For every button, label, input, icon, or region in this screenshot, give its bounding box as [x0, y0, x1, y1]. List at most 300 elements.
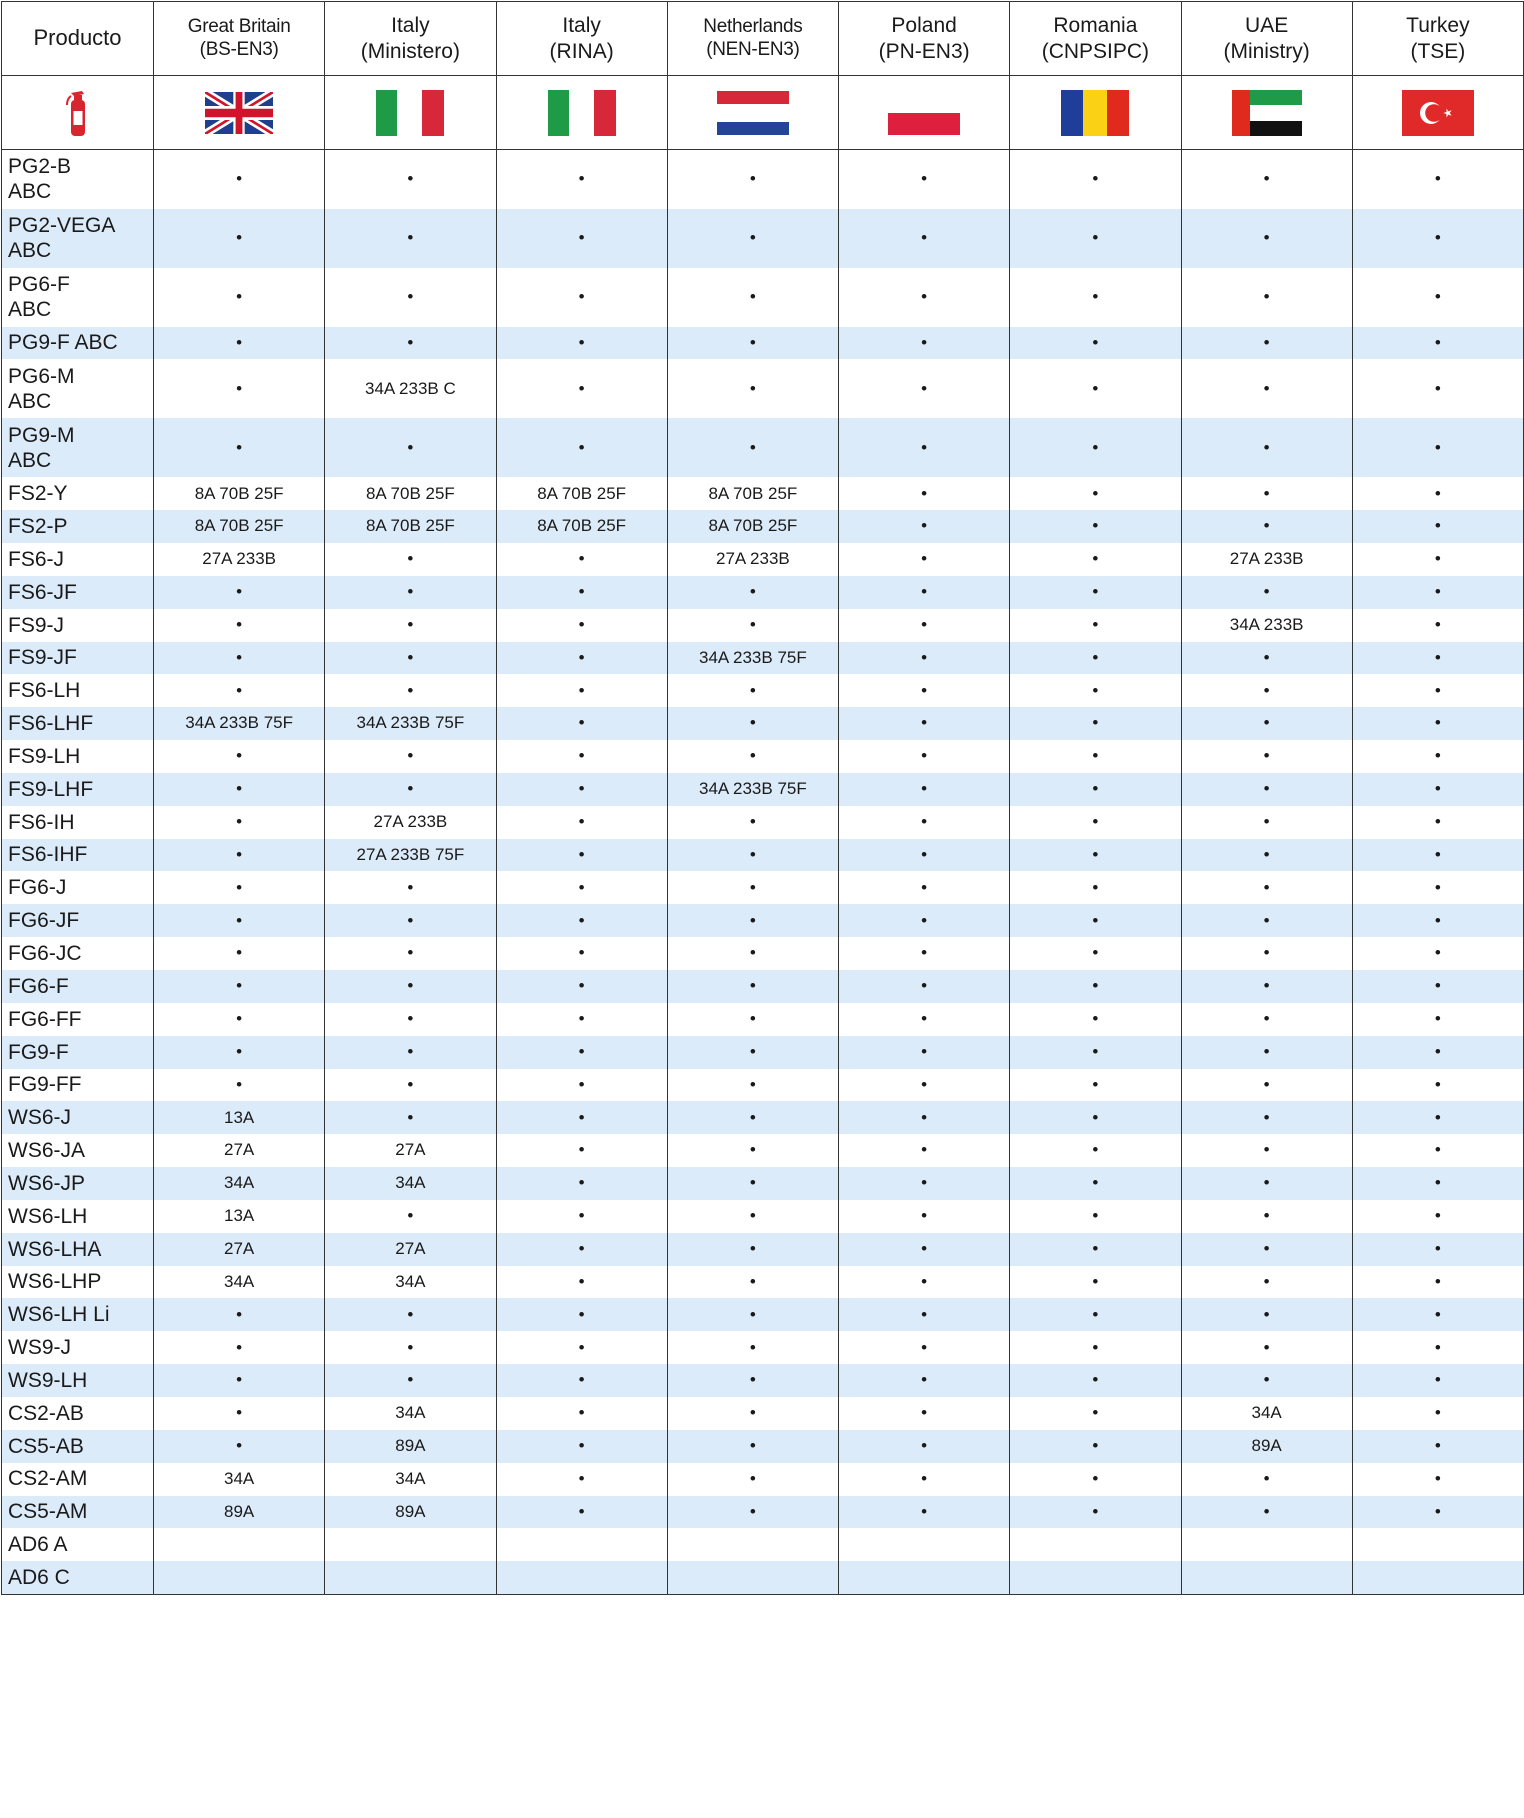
cell-italy-ministero — [325, 1561, 496, 1594]
cell-romania: • — [1010, 1364, 1181, 1397]
product-cell: WS6-JA — [2, 1134, 154, 1167]
cell-romania: • — [1010, 674, 1181, 707]
cell-poland: • — [839, 1069, 1010, 1102]
table-row — [2, 268, 1524, 327]
cell-poland: • — [839, 871, 1010, 904]
table-row — [2, 707, 1524, 740]
cell-italy-ministero: • — [325, 674, 496, 707]
cell-poland: • — [839, 418, 1010, 477]
cell-uae: • — [1181, 937, 1352, 970]
cell-italy-ministero: • — [325, 1069, 496, 1102]
cell-poland: • — [839, 839, 1010, 872]
header-poland: Poland (PN-EN3) — [839, 2, 1010, 76]
header-uae: UAE (Ministry) — [1181, 2, 1352, 76]
cell-italy-rina: • — [496, 543, 667, 576]
cell-turkey: • — [1352, 477, 1523, 510]
cell-poland: • — [839, 773, 1010, 806]
product-cell: FG6-JF — [2, 904, 154, 937]
cell-uae: • — [1181, 1233, 1352, 1266]
table-row — [2, 1528, 1524, 1561]
table-row — [2, 418, 1524, 477]
product-cell: FS2-Y — [2, 477, 154, 510]
cell-italy-ministero: 34A — [325, 1397, 496, 1430]
cell-italy-ministero: 89A — [325, 1496, 496, 1529]
cell-netherlands: • — [667, 1101, 838, 1134]
cell-uae: • — [1181, 477, 1352, 510]
cell-italy-rina: • — [496, 871, 667, 904]
cell-turkey: • — [1352, 1134, 1523, 1167]
cell-netherlands: • — [667, 1036, 838, 1069]
cell-poland: • — [839, 1003, 1010, 1036]
product-cell: FG6-J — [2, 871, 154, 904]
cell-uae: • — [1181, 1496, 1352, 1529]
cell-turkey: • — [1352, 1463, 1523, 1496]
cell-romania: • — [1010, 609, 1181, 642]
cell-turkey: • — [1352, 1364, 1523, 1397]
cell-uae: 34A 233B — [1181, 609, 1352, 642]
product-cell: CS2-AB — [2, 1397, 154, 1430]
cell-romania: • — [1010, 740, 1181, 773]
cell-italy-rina: • — [496, 327, 667, 360]
cell-uae: • — [1181, 839, 1352, 872]
cell-netherlands: • — [667, 1003, 838, 1036]
cell-great-britain: • — [154, 871, 325, 904]
cell-poland: • — [839, 327, 1010, 360]
table-row — [2, 1200, 1524, 1233]
cell-italy-rina: • — [496, 1331, 667, 1364]
cell-uae: • — [1181, 740, 1352, 773]
cell-netherlands: • — [667, 1266, 838, 1299]
cell-italy-ministero: 34A — [325, 1463, 496, 1496]
cell-great-britain: • — [154, 1397, 325, 1430]
cell-romania: • — [1010, 1298, 1181, 1331]
cell-turkey: • — [1352, 209, 1523, 268]
cell-great-britain: • — [154, 674, 325, 707]
cell-uae: • — [1181, 1167, 1352, 1200]
cell-poland: • — [839, 806, 1010, 839]
cell-italy-ministero: • — [325, 970, 496, 1003]
cell-uae: • — [1181, 674, 1352, 707]
cell-poland: • — [839, 1200, 1010, 1233]
cell-turkey: • — [1352, 543, 1523, 576]
cell-italy-rina: 8A 70B 25F — [496, 510, 667, 543]
header-romania: Romania (CNPSIPC) — [1010, 2, 1181, 76]
cell-romania: • — [1010, 1397, 1181, 1430]
cell-uae: 34A — [1181, 1397, 1352, 1430]
cell-italy-rina: • — [496, 740, 667, 773]
cell-uae: • — [1181, 418, 1352, 477]
cell-romania: • — [1010, 707, 1181, 740]
uk-flag-icon — [154, 76, 325, 150]
product-cell: CS5-AB — [2, 1430, 154, 1463]
table-row — [2, 359, 1524, 418]
turkey-flag-icon — [1352, 76, 1523, 150]
cell-great-britain: • — [154, 1069, 325, 1102]
cell-turkey: • — [1352, 150, 1523, 209]
cell-italy-ministero: • — [325, 1003, 496, 1036]
cell-romania: • — [1010, 773, 1181, 806]
cell-turkey: • — [1352, 418, 1523, 477]
cell-uae — [1181, 1561, 1352, 1594]
product-cell: AD6 A — [2, 1528, 154, 1561]
table-row — [2, 1233, 1524, 1266]
cell-great-britain: • — [154, 150, 325, 209]
cell-italy-ministero: • — [325, 740, 496, 773]
cell-uae: • — [1181, 871, 1352, 904]
cell-poland: • — [839, 609, 1010, 642]
cell-romania: • — [1010, 839, 1181, 872]
product-cell: WS6-LHP — [2, 1266, 154, 1299]
cell-uae: • — [1181, 327, 1352, 360]
cell-poland: • — [839, 477, 1010, 510]
cell-italy-rina: • — [496, 1430, 667, 1463]
cell-netherlands: 27A 233B — [667, 543, 838, 576]
product-cell: CS2-AM — [2, 1463, 154, 1496]
cell-great-britain: • — [154, 1036, 325, 1069]
cell-uae: 89A — [1181, 1430, 1352, 1463]
table-row — [2, 674, 1524, 707]
cell-uae: • — [1181, 970, 1352, 1003]
cell-turkey: • — [1352, 904, 1523, 937]
cell-netherlands: • — [667, 740, 838, 773]
cell-netherlands: • — [667, 609, 838, 642]
cell-italy-rina: • — [496, 1266, 667, 1299]
table-row — [2, 510, 1524, 543]
cell-italy-rina: 8A 70B 25F — [496, 477, 667, 510]
cell-uae: • — [1181, 1364, 1352, 1397]
cell-poland: • — [839, 543, 1010, 576]
cell-uae: • — [1181, 150, 1352, 209]
cell-italy-ministero: • — [325, 268, 496, 327]
table-row — [2, 806, 1524, 839]
cell-turkey: • — [1352, 1298, 1523, 1331]
cell-italy-ministero: • — [325, 209, 496, 268]
cell-great-britain: • — [154, 1298, 325, 1331]
cell-italy-ministero: • — [325, 327, 496, 360]
cell-netherlands: • — [667, 1364, 838, 1397]
cell-netherlands: • — [667, 1233, 838, 1266]
cell-turkey: • — [1352, 937, 1523, 970]
cell-italy-ministero: • — [325, 904, 496, 937]
cell-romania: • — [1010, 937, 1181, 970]
cell-italy-ministero: • — [325, 418, 496, 477]
cell-romania: • — [1010, 642, 1181, 675]
cell-uae: • — [1181, 707, 1352, 740]
cell-italy-rina: • — [496, 1463, 667, 1496]
cell-romania: • — [1010, 477, 1181, 510]
cell-turkey: • — [1352, 327, 1523, 360]
product-cell: WS9-J — [2, 1331, 154, 1364]
cell-poland: • — [839, 359, 1010, 418]
cell-great-britain: • — [154, 327, 325, 360]
cell-romania: • — [1010, 1134, 1181, 1167]
cell-turkey: • — [1352, 1003, 1523, 1036]
cell-italy-ministero: • — [325, 1298, 496, 1331]
cell-romania — [1010, 1528, 1181, 1561]
cell-poland: • — [839, 1397, 1010, 1430]
cell-great-britain: 27A — [154, 1233, 325, 1266]
product-cell: FG6-F — [2, 970, 154, 1003]
cell-italy-ministero: 8A 70B 25F — [325, 477, 496, 510]
cell-italy-rina: • — [496, 209, 667, 268]
table-row — [2, 871, 1524, 904]
product-cell: FS6-IH — [2, 806, 154, 839]
cell-turkey: • — [1352, 806, 1523, 839]
cell-italy-ministero: • — [325, 1364, 496, 1397]
cell-uae: • — [1181, 268, 1352, 327]
table-row — [2, 970, 1524, 1003]
cell-romania: • — [1010, 418, 1181, 477]
cell-italy-rina — [496, 1528, 667, 1561]
cell-great-britain: • — [154, 740, 325, 773]
cell-poland: • — [839, 150, 1010, 209]
cell-poland: • — [839, 674, 1010, 707]
table-row — [2, 1561, 1524, 1594]
cell-poland: • — [839, 1167, 1010, 1200]
cell-netherlands — [667, 1528, 838, 1561]
cell-romania: • — [1010, 268, 1181, 327]
table-row — [2, 904, 1524, 937]
flag-row — [2, 76, 1524, 150]
cell-italy-rina: • — [496, 1134, 667, 1167]
product-cell: FG6-FF — [2, 1003, 154, 1036]
cell-poland: • — [839, 1496, 1010, 1529]
product-cell: FS6-IHF — [2, 839, 154, 872]
cell-great-britain: • — [154, 839, 325, 872]
cell-italy-rina: • — [496, 707, 667, 740]
cell-great-britain: 89A — [154, 1496, 325, 1529]
cell-netherlands: • — [667, 150, 838, 209]
cell-romania: • — [1010, 209, 1181, 268]
cell-turkey: • — [1352, 359, 1523, 418]
cell-uae: • — [1181, 1069, 1352, 1102]
cell-netherlands: • — [667, 576, 838, 609]
cell-italy-ministero: • — [325, 150, 496, 209]
cell-turkey: • — [1352, 642, 1523, 675]
table-row — [2, 1397, 1524, 1430]
table-row — [2, 327, 1524, 360]
cell-netherlands: • — [667, 839, 838, 872]
table-row — [2, 1496, 1524, 1529]
cell-great-britain: 34A 233B 75F — [154, 707, 325, 740]
cell-great-britain: • — [154, 806, 325, 839]
certification-table — [1, 1, 1524, 1595]
cell-turkey: • — [1352, 871, 1523, 904]
cell-italy-rina: • — [496, 904, 667, 937]
cell-netherlands: 34A 233B 75F — [667, 642, 838, 675]
table-row — [2, 150, 1524, 209]
cell-turkey: • — [1352, 1331, 1523, 1364]
cell-italy-rina: • — [496, 1101, 667, 1134]
cell-great-britain: • — [154, 904, 325, 937]
cell-turkey: • — [1352, 1266, 1523, 1299]
cell-great-britain: 8A 70B 25F — [154, 510, 325, 543]
cell-poland: • — [839, 970, 1010, 1003]
table-row — [2, 1331, 1524, 1364]
cell-italy-ministero: • — [325, 937, 496, 970]
cell-italy-rina: • — [496, 1397, 667, 1430]
cell-italy-rina: • — [496, 1167, 667, 1200]
cell-poland: • — [839, 707, 1010, 740]
cell-italy-ministero: • — [325, 773, 496, 806]
uae-flag-icon — [1181, 76, 1352, 150]
cell-great-britain: • — [154, 642, 325, 675]
cell-poland — [839, 1561, 1010, 1594]
cell-romania: • — [1010, 1266, 1181, 1299]
cell-netherlands: • — [667, 268, 838, 327]
cell-romania: • — [1010, 1430, 1181, 1463]
fire-extinguisher-icon — [2, 76, 154, 150]
cell-romania: • — [1010, 327, 1181, 360]
table-row — [2, 1167, 1524, 1200]
table-row — [2, 1298, 1524, 1331]
cell-great-britain: • — [154, 970, 325, 1003]
cell-netherlands: • — [667, 1331, 838, 1364]
table-row — [2, 1364, 1524, 1397]
table-row — [2, 740, 1524, 773]
cell-uae: • — [1181, 510, 1352, 543]
netherlands-flag-icon — [667, 76, 838, 150]
cell-italy-ministero: • — [325, 576, 496, 609]
cell-italy-rina: • — [496, 1364, 667, 1397]
cell-turkey: • — [1352, 970, 1523, 1003]
product-cell: WS6-LH — [2, 1200, 154, 1233]
cell-uae: • — [1181, 1134, 1352, 1167]
cell-turkey: • — [1352, 576, 1523, 609]
cell-romania: • — [1010, 150, 1181, 209]
cell-great-britain: • — [154, 1364, 325, 1397]
cell-great-britain: • — [154, 418, 325, 477]
cell-turkey: • — [1352, 609, 1523, 642]
product-cell: PG2-VEGA ABC — [2, 209, 154, 268]
cell-romania: • — [1010, 359, 1181, 418]
cell-uae: • — [1181, 1463, 1352, 1496]
product-cell: WS9-LH — [2, 1364, 154, 1397]
cell-italy-ministero: 27A 233B — [325, 806, 496, 839]
header-italy-ministero: Italy (Ministero) — [325, 2, 496, 76]
cell-turkey: • — [1352, 773, 1523, 806]
table-row — [2, 1463, 1524, 1496]
cell-netherlands: • — [667, 871, 838, 904]
header-netherlands: Netherlands (NEN-EN3) — [667, 2, 838, 76]
header-great-britain: Great Britain (BS-EN3) — [154, 2, 325, 76]
cell-great-britain: • — [154, 359, 325, 418]
cell-italy-rina: • — [496, 1298, 667, 1331]
product-cell: FS9-J — [2, 609, 154, 642]
cell-uae: • — [1181, 773, 1352, 806]
cell-turkey: • — [1352, 1101, 1523, 1134]
cell-uae: • — [1181, 1200, 1352, 1233]
cell-italy-rina: • — [496, 1200, 667, 1233]
cell-italy-rina: • — [496, 359, 667, 418]
romania-flag-icon — [1010, 76, 1181, 150]
cell-great-britain: • — [154, 268, 325, 327]
cell-uae: 27A 233B — [1181, 543, 1352, 576]
header-product: Producto — [2, 2, 154, 76]
cell-romania: • — [1010, 1233, 1181, 1266]
cell-uae: • — [1181, 1101, 1352, 1134]
table-row — [2, 477, 1524, 510]
cell-netherlands: • — [667, 1463, 838, 1496]
cell-italy-ministero: 27A — [325, 1134, 496, 1167]
table-row — [2, 1266, 1524, 1299]
cell-italy-ministero: 34A — [325, 1266, 496, 1299]
product-cell: WS6-J — [2, 1101, 154, 1134]
cell-italy-ministero: • — [325, 609, 496, 642]
cell-netherlands: • — [667, 904, 838, 937]
cell-italy-rina: • — [496, 937, 667, 970]
cell-poland — [839, 1528, 1010, 1561]
cell-great-britain — [154, 1561, 325, 1594]
cell-italy-ministero — [325, 1528, 496, 1561]
cell-romania: • — [1010, 806, 1181, 839]
cell-poland: • — [839, 642, 1010, 675]
cell-turkey: • — [1352, 839, 1523, 872]
cell-uae: • — [1181, 359, 1352, 418]
cell-italy-rina: • — [496, 839, 667, 872]
cell-italy-rina: • — [496, 1036, 667, 1069]
cell-great-britain: • — [154, 576, 325, 609]
cell-netherlands: • — [667, 806, 838, 839]
table-row — [2, 543, 1524, 576]
cell-italy-ministero: 34A — [325, 1167, 496, 1200]
cell-netherlands — [667, 1561, 838, 1594]
cell-netherlands: 34A 233B 75F — [667, 773, 838, 806]
cell-netherlands: 8A 70B 25F — [667, 477, 838, 510]
cell-poland: • — [839, 1233, 1010, 1266]
product-cell: WS6-LH Li — [2, 1298, 154, 1331]
cell-romania: • — [1010, 970, 1181, 1003]
cell-romania: • — [1010, 543, 1181, 576]
cell-netherlands: 8A 70B 25F — [667, 510, 838, 543]
cell-netherlands: • — [667, 209, 838, 268]
table-row — [2, 1003, 1524, 1036]
cell-uae: • — [1181, 642, 1352, 675]
cell-italy-ministero: • — [325, 1036, 496, 1069]
cell-great-britain: 8A 70B 25F — [154, 477, 325, 510]
cell-uae: • — [1181, 1298, 1352, 1331]
product-cell: CS5-AM — [2, 1496, 154, 1529]
cell-netherlands: • — [667, 359, 838, 418]
table-row — [2, 1069, 1524, 1102]
cell-turkey — [1352, 1528, 1523, 1561]
cell-uae: • — [1181, 904, 1352, 937]
table-row — [2, 609, 1524, 642]
product-cell: PG6-F ABC — [2, 268, 154, 327]
cell-italy-rina: • — [496, 806, 667, 839]
cell-great-britain: 34A — [154, 1463, 325, 1496]
product-cell: FS9-JF — [2, 642, 154, 675]
product-cell: FG9-FF — [2, 1069, 154, 1102]
cell-italy-rina: • — [496, 150, 667, 209]
cell-uae: • — [1181, 1266, 1352, 1299]
cell-uae: • — [1181, 1036, 1352, 1069]
cell-italy-ministero: 27A 233B 75F — [325, 839, 496, 872]
cell-great-britain: • — [154, 1003, 325, 1036]
italy-flag-icon — [325, 76, 496, 150]
product-cell: WS6-LHA — [2, 1233, 154, 1266]
product-cell: FG9-F — [2, 1036, 154, 1069]
cell-netherlands: • — [667, 707, 838, 740]
cell-poland: • — [839, 1463, 1010, 1496]
cell-italy-rina: • — [496, 1003, 667, 1036]
cell-romania: • — [1010, 1167, 1181, 1200]
cell-romania — [1010, 1561, 1181, 1594]
cell-uae: • — [1181, 1331, 1352, 1364]
cell-romania: • — [1010, 871, 1181, 904]
cell-poland: • — [839, 1036, 1010, 1069]
table-row — [2, 1430, 1524, 1463]
